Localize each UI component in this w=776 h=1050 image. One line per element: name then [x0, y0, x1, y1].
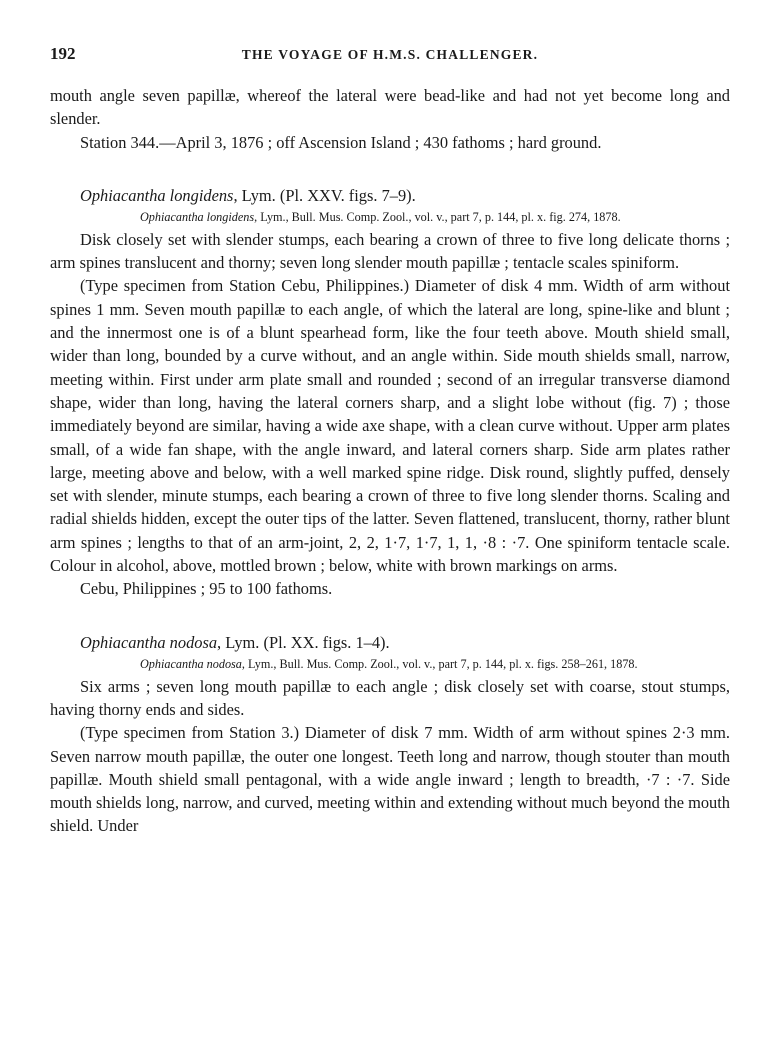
species-name: Ophiacantha nodosa — [80, 632, 218, 652]
species-heading-longidens — [50, 184, 730, 207]
species-heading-nodosa — [50, 631, 730, 654]
description-paragraph: (Type specimen from Station Cebu, Philippines.) Diameter of disk 4 mm. Width of arm without spines 1 mm. Seven mouth papillæ to each angle, of which the lateral are long, spine-like and blunt ; and the innermost one is of a blunt spearhead form, like the four teeth above. Mouth shield small, wider than long, bounded by a curve without, and an angle within. Side mouth shields small, narrow, meeting within. First under arm plate small and rounded ; second of an irregular transverse diamond shape, wider than long, having the lateral corners sharp, and a slight lobe without (fig. 7) ; those immediately beyond are similar, having a wide axe shape, with a clean curve without. Upper arm plates small, of a wide fan shape, with the angle inward, and lateral corners sharp. Side arm plates rather large, meeting above and below, with a well marked spine ridge. Disk round, slightly puffed, densely set with slender, minute stumps, each bearing a crown of three to five long slender thorns. Scaling and radial shields hidden, except the outer tips of the latter. Seven flattened, translucent, thorny, rather blunt arm spines ; lengths to that of an arm-joint, 2, 2, 1·7, 1·7, 1, 1, ·8 : ·7. One spiniform tentacle scale. Colour in alcohol, above, mottled brown ; below, white with brown markings on arms. — [50, 276, 730, 576]
diagnosis-paragraph: Six arms ; seven long mouth papillæ to each angle ; disk closely set with coarse, stout stumps, having thorny ends and sides. — [50, 676, 730, 719]
description-paragraph: (Type specimen from Station 3.) Diameter of disk 7 mm. Width of arm without spines 2·3 mm. Seven narrow mouth papillæ, the outer one longest. Teeth long and narrow, though stouter than mouth papillæ. Mouth shield small pentagonal, with a wide angle inward ; length to breadth, ·7 : ·7. Side mouth shields long, narrow, and curved, meeting within and extending without much beyond the mouth shield. Under — [50, 723, 730, 836]
species-author-plate: , Lym. (Pl. XXV. figs. 7–9). — [233, 185, 416, 205]
reference-citation: , Lym., Bull. Mus. Comp. Zool., vol. v., part 7, p. 144, pl. x. fig. 274, 1878. — [254, 209, 621, 224]
species-author-plate: , Lym. (Pl. XX. figs. 1–4). — [217, 632, 390, 652]
reference-citation: , Lym., Bull. Mus. Comp. Zool., vol. v., part 7, p. 144, pl. x. figs. 258–261, 1878. — [241, 656, 638, 671]
reference-species-name: Ophiacantha longidens — [140, 209, 255, 224]
bibliographic-reference — [50, 656, 730, 672]
continuation-paragraph: mouth angle seven papillæ, whereof the lateral were bead-like and had not yet become long and slender. — [50, 86, 730, 129]
bibliographic-reference — [50, 209, 730, 225]
page-number: 192 — [50, 44, 76, 63]
running-head: THE VOYAGE OF H.M.S. CHALLENGER. — [241, 47, 539, 62]
reference-species-name: Ophiacantha nodosa — [140, 656, 242, 671]
species-name: Ophiacantha longidens — [80, 185, 234, 205]
page-header — [50, 44, 730, 68]
diagnosis-paragraph: Disk closely set with slender stumps, each bearing a crown of three to five long delicate thorns ; arm spines translucent and thorny; seven long slender mouth papillæ ; tentacle scales spiniform. — [50, 229, 730, 273]
station-line: Station 344.—April 3, 1876 ; off Ascension Island ; 430 fathoms ; hard ground. — [80, 132, 602, 152]
locality-line: Cebu, Philippines ; 95 to 100 fathoms. — [80, 579, 333, 599]
